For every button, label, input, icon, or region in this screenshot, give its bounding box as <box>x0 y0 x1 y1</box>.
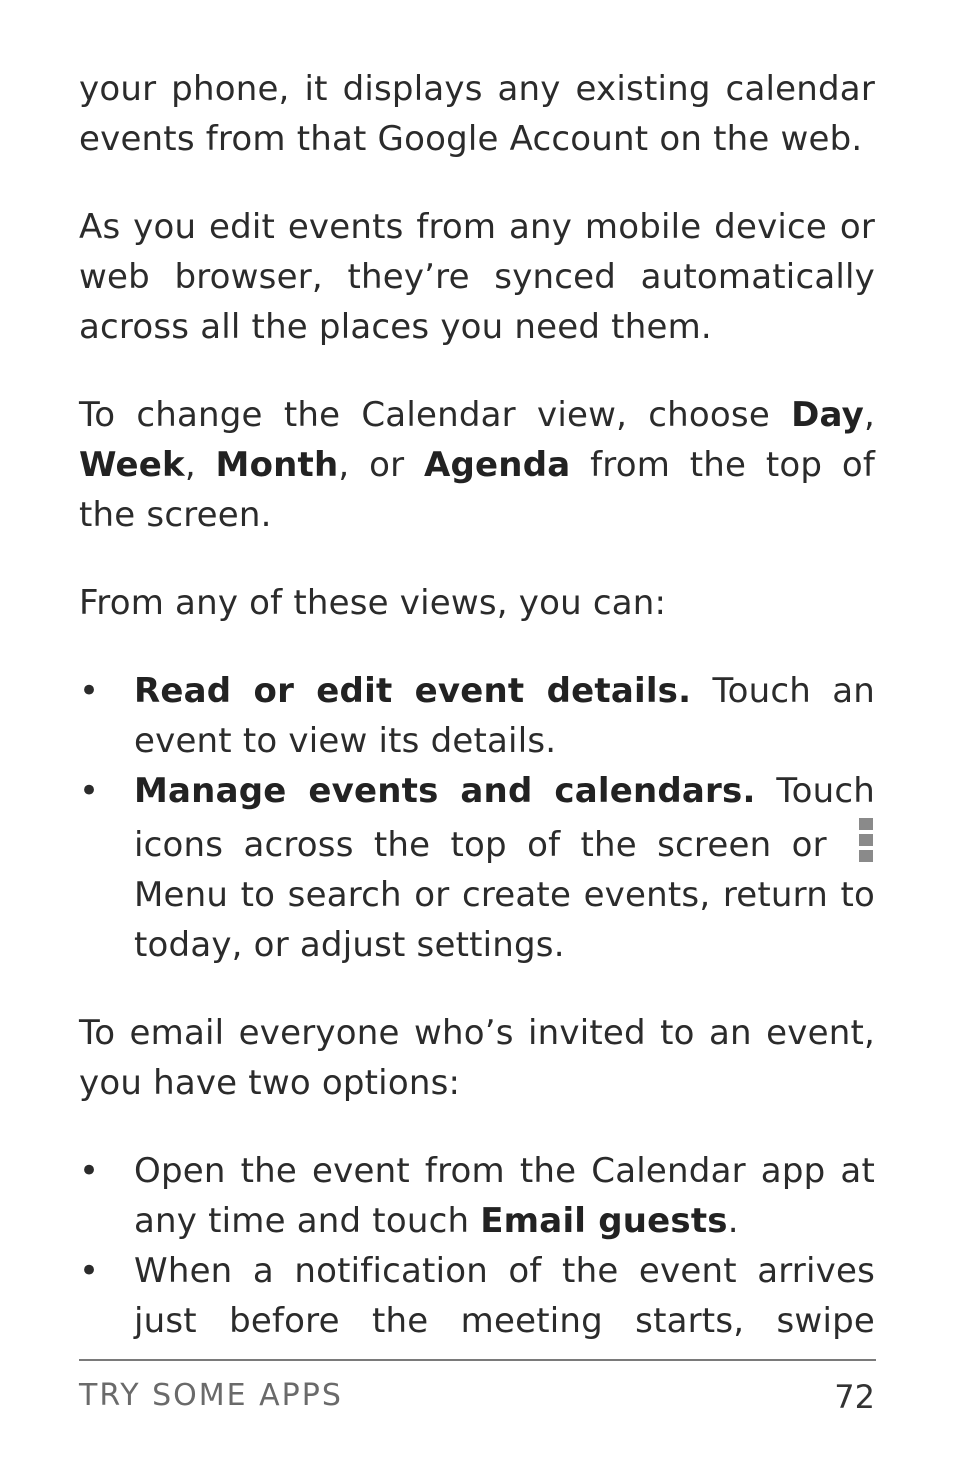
email-guests-label: Email guests <box>480 1201 728 1241</box>
paragraph-views-intro: From any of these views, you can: <box>79 583 667 623</box>
list-item-heading: Manage events and calendars. <box>134 771 756 811</box>
list-item-text: . <box>727 1201 739 1241</box>
footer-divider <box>79 1359 876 1361</box>
list-item-text: Touch icons across the top of the screen or <box>134 771 875 865</box>
paragraph-sync-intro: your phone, it displays any existing calendar events from that Google Account on the web. <box>79 69 875 159</box>
text-run: , or <box>338 445 424 485</box>
text-run: To change the Calendar view, choose <box>79 395 792 435</box>
list-item-text: Touch an event to view its details. <box>134 671 876 761</box>
list-item-email-guests <box>79 1146 875 1246</box>
bullet: • <box>79 1151 100 1191</box>
text-run: , <box>863 395 875 435</box>
bullet: • <box>79 671 100 711</box>
bullet: • <box>79 1251 100 1291</box>
overflow-menu-icon <box>857 816 875 864</box>
email-options-list <box>79 1146 875 1346</box>
paragraph-email-intro: To email everyone who’s invited to an event, you have two options: <box>79 1013 875 1103</box>
footer-page-number: 72 <box>834 1378 875 1416</box>
view-agenda-label: Agenda <box>424 445 571 485</box>
view-week-label: Week <box>79 445 185 485</box>
list-item-text: Menu to search or create events, return to today, or adjust settings. <box>134 875 875 965</box>
list-item-heading: Read or edit event details. <box>134 671 692 711</box>
views-actions-list <box>79 666 875 970</box>
list-item-text: Open the event from the Calendar app at any time and touch <box>134 1151 875 1241</box>
list-item-text: When a notification of the event arrives just before the meeting starts, swipe <box>134 1251 875 1341</box>
paragraph-change-view <box>79 390 875 540</box>
view-month-label: Month <box>215 445 339 485</box>
list-item-notification <box>79 1246 875 1346</box>
bullet: • <box>79 771 100 811</box>
page-body <box>79 64 875 1384</box>
paragraph-sync-edit: As you edit events from any mobile device or web browser, they’re synced automatically across all the places you need them. <box>79 207 875 347</box>
text-run: from the top of the screen. <box>79 445 876 535</box>
footer-section-title: TRY SOME APPS <box>79 1378 343 1413</box>
text-run: , <box>184 445 216 485</box>
view-day-label: Day <box>791 395 864 435</box>
list-item-read-edit <box>79 666 875 766</box>
list-item-manage <box>79 766 875 970</box>
